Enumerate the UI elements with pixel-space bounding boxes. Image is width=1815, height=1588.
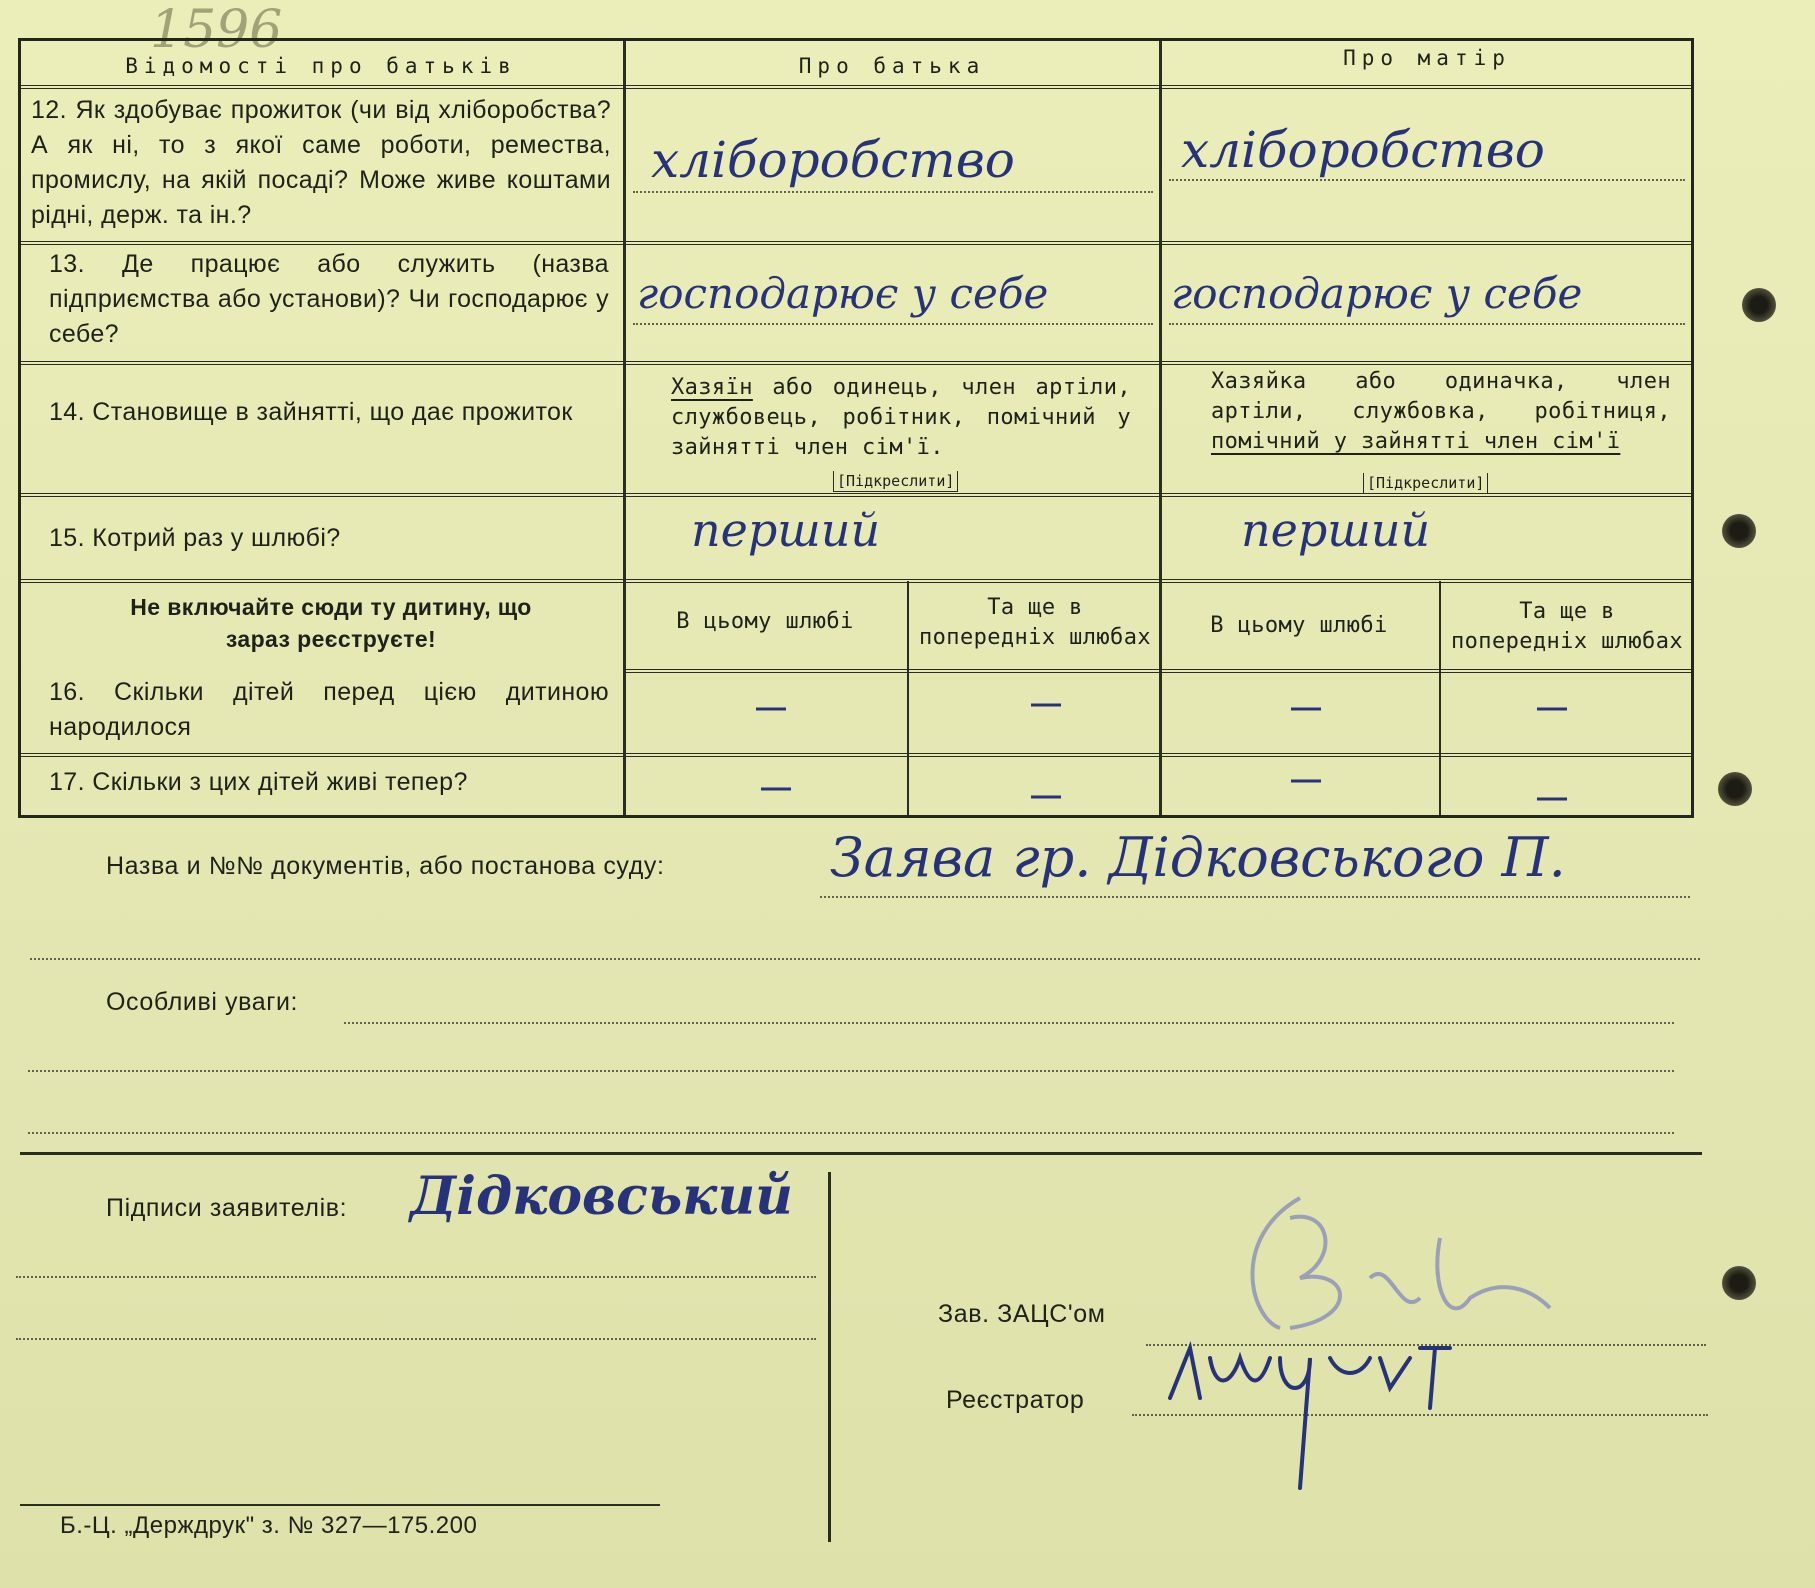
row-divider	[21, 241, 1691, 245]
question-14: 14. Становище в зайнятті, що дає прожиток	[49, 398, 573, 426]
row16-value: —	[1291, 691, 1321, 724]
punch-hole	[1718, 772, 1752, 806]
underlined-option: помічний у зайнятті член сім'ї	[1211, 429, 1621, 454]
writing-line	[633, 191, 1153, 193]
header-father: Про батька	[798, 54, 986, 78]
writing-line	[16, 1276, 816, 1278]
answer-13-father: господарює у себе	[637, 269, 1049, 318]
row17-value: —	[761, 771, 791, 804]
signature-divider	[828, 1172, 831, 1542]
underline-hint: [Підкреслити]	[1363, 473, 1488, 494]
question-17: 17. Скільки з цих дітей живі тепер?	[49, 768, 468, 796]
writing-line	[633, 323, 1153, 325]
writing-line	[1169, 179, 1685, 181]
children-note: Не включайте сюди ту дитину, що зараз реєструєте!	[130, 594, 532, 652]
question-15: 15. Котрий раз у шлюбі?	[49, 524, 341, 552]
options-14-father	[671, 373, 1131, 463]
row17-value: —	[1031, 779, 1061, 812]
row16-value: —	[756, 691, 786, 724]
punch-hole	[1722, 1266, 1756, 1300]
writing-line	[28, 1132, 1674, 1134]
writing-line	[820, 896, 1690, 898]
parents-info-table	[18, 38, 1694, 818]
archive-number: 1596	[150, 0, 283, 60]
answer-15-father: перший	[691, 503, 881, 557]
registrar-signature-scribble	[1160, 1318, 1480, 1498]
row-divider	[21, 361, 1691, 365]
sub-header-previous-mother: Та ще в попередніх шлюбах	[1451, 599, 1683, 654]
answer-12-mother: хліборобство	[1181, 121, 1545, 179]
question-13: 13. Де працює або служить (назва підприємства або установи)? Чи господарює у себе?	[49, 250, 609, 348]
row16-value: —	[1031, 687, 1061, 720]
col-divider-2	[1159, 41, 1162, 815]
row17-value: —	[1537, 781, 1567, 814]
answer-12-father: хліборобство	[651, 131, 1015, 189]
section-divider	[20, 1152, 1702, 1155]
row-divider	[21, 753, 1691, 757]
row-divider	[21, 85, 1691, 89]
row16-value: —	[1537, 691, 1567, 724]
options-text: або одинець, член артіли, службовець, робітник, помічний у зайнятті член сім'ї.	[671, 375, 1131, 460]
sub-header-this-marriage-mother: В цьому шлюбі	[1210, 613, 1388, 638]
header-info: Відомості про батьків	[125, 54, 517, 78]
writing-line	[1169, 323, 1685, 325]
header-mother: Про матір	[1343, 46, 1511, 70]
printer-imprint: Б.-Ц. „Держдрук" з. № 327—175.200	[60, 1512, 478, 1539]
question-12: 12. Як здобуває прожиток (чи від хліборобства? А як ні, то з якої саме роботи, ремества, промислу, на якій посаді? Може живе коштами рідні, держ. та ін.?	[31, 96, 611, 229]
punch-hole	[1742, 288, 1776, 322]
registrar-label: Реєстратор	[946, 1386, 1085, 1414]
options-text: Хазяйка або одиначка, член артіли, службовка, робітниця,	[1211, 369, 1671, 424]
underline-hint: [Підкреслити]	[833, 471, 958, 492]
answer-13-mother: господарює у себе	[1171, 269, 1583, 318]
col-divider-3	[907, 581, 909, 815]
writing-line	[16, 1338, 816, 1340]
col-divider-1	[623, 41, 626, 815]
documents-value: Заява гр. Дідковського П.	[830, 826, 1566, 889]
documents-label: Назва и №№ документів, або постанова суду:	[106, 852, 665, 880]
row-divider	[21, 579, 1691, 583]
punch-hole	[1722, 514, 1756, 548]
head-zags-label: Зав. ЗАЦС'ом	[938, 1300, 1106, 1328]
options-14-mother	[1211, 367, 1671, 457]
writing-line	[28, 1070, 1674, 1072]
applicants-signature-label: Підписи заявителів:	[106, 1194, 348, 1222]
applicants-signature: Дідковський	[410, 1166, 793, 1227]
sub-header-previous-father: Та ще в попередніх шлюбах	[919, 595, 1151, 650]
writing-line	[344, 1022, 1674, 1024]
col-divider-4	[1439, 581, 1441, 815]
question-16: 16. Скільки дітей перед цією дитиною народилося	[49, 678, 609, 741]
sub-header-this-marriage-father: В цьому шлюбі	[676, 609, 854, 634]
row17-value: —	[1291, 763, 1321, 796]
footer-line	[20, 1504, 660, 1506]
row-divider	[623, 669, 1691, 673]
writing-line	[30, 958, 1700, 960]
underlined-option: Хазяїн	[671, 375, 753, 400]
remarks-label: Особливі уваги:	[106, 988, 299, 1016]
answer-15-mother: перший	[1241, 503, 1431, 557]
